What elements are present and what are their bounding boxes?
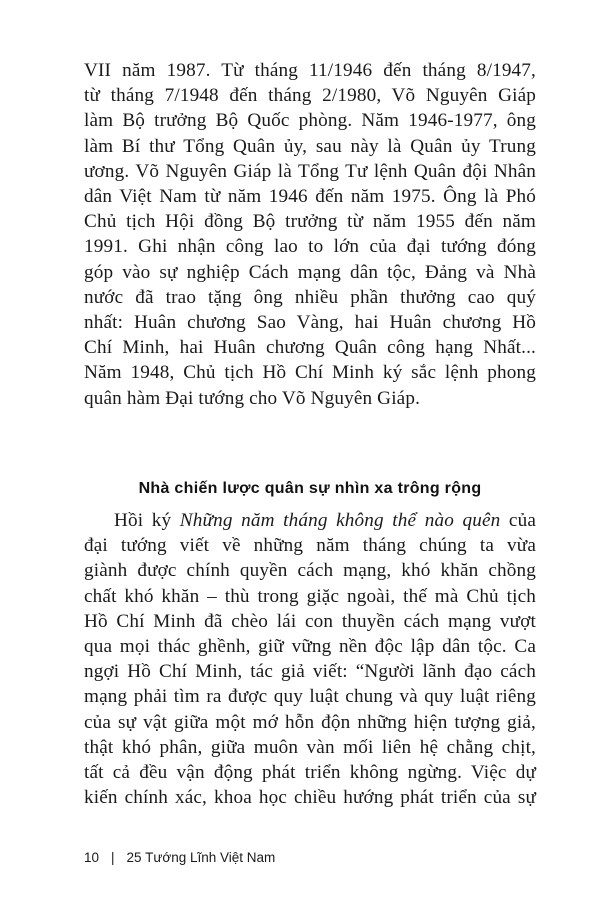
text-line: giành được chính quyền cách mạng, khó khăn chồng xyxy=(84,560,536,582)
page-footer xyxy=(84,849,275,867)
text-line: của sự vật giữa một mớ hỗn độn những hiện tượng giả, xyxy=(84,711,536,733)
text-line: ngợi Hồ Chí Minh, tác giả viết: “Người lãnh đạo cách xyxy=(84,661,536,683)
text-line: Hồ Chí Minh đã chèo lái con thuyền cách mạng vượt xyxy=(84,610,536,632)
book-title: 25 Tướng Lĩnh Việt Nam xyxy=(126,850,276,865)
text-line: tất cả đều vận động phát triển không ngừng. Việc dự xyxy=(84,762,536,784)
paragraph-memoir xyxy=(84,508,536,810)
text-line: ương. Võ Nguyên Giáp là Tổng Tư lệnh Quân đội Nhân xyxy=(84,160,536,182)
text-line: chất khó khăn – thù trong giặc ngoài, thế mà Chủ tịch xyxy=(84,585,536,607)
text-line: đại tướng viết về những năm tháng chúng ta vừa xyxy=(84,535,536,557)
text-line: quân hàm Đại tướng cho Võ Nguyên Giáp. xyxy=(84,387,421,409)
footer-separator: | xyxy=(111,850,115,865)
text-run: Hồi ký xyxy=(114,510,180,531)
text-line: kiến chính xác, khoa học chiều hướng phát triển của sự xyxy=(84,787,536,809)
paragraph-biography xyxy=(84,58,536,411)
text-line: mạng phải tìm ra được quy luật chung và quy luật riêng xyxy=(84,686,536,708)
text-line: góp vào sự nghiệp Cách mạng dân tộc, Đảng và Nhà xyxy=(84,261,536,283)
text-line: nước đã trao tặng ông nhiều phần thưởng cao quý xyxy=(84,286,536,308)
text-line: từ tháng 7/1948 đến tháng 2/1980, Võ Nguyên Giáp xyxy=(84,85,536,107)
section-heading: Nhà chiến lược quân sự nhìn xa trông rộng xyxy=(138,480,482,497)
text-line: qua mọi thác ghềnh, giữ vững nền độc lập dân tộc. Ca xyxy=(84,636,536,658)
text-line: Chí Minh, hai Huân chương Quân công hạng Nhất... xyxy=(84,337,536,359)
page-number: 10 xyxy=(84,850,100,865)
text-line: nhất: Huân chương Sao Vàng, hai Huân chương Hồ xyxy=(84,312,536,334)
text-line: làm Bộ trưởng Bộ Quốc phòng. Năm 1946-1977, ông xyxy=(84,110,536,132)
text-line: thật khó phân, giữa muôn vàn mối liên hệ chằng chịt, xyxy=(84,736,536,758)
text-line-first xyxy=(84,508,536,533)
text-line: Năm 1948, Chủ tịch Hồ Chí Minh ký sắc lệnh phong xyxy=(84,362,536,384)
text-line: Chủ tịch Hội đồng Bộ trưởng từ năm 1955 đến năm xyxy=(84,211,536,233)
text-run: của xyxy=(500,510,536,531)
book-title-italic: Những năm tháng không thể nào quên xyxy=(179,510,501,531)
text-line: dân Việt Nam từ năm 1946 đến năm 1975. Ông là Phó xyxy=(84,186,536,208)
text-line: VII năm 1987. Từ tháng 11/1946 đến tháng 8/1947, xyxy=(84,60,536,81)
text-line: 1991. Ghi nhận công lao to lớn của đại tướng đóng xyxy=(84,236,536,258)
text-line: làm Bí thư Tổng Quân ủy, sau này là Quân ủy Trung xyxy=(84,135,536,157)
